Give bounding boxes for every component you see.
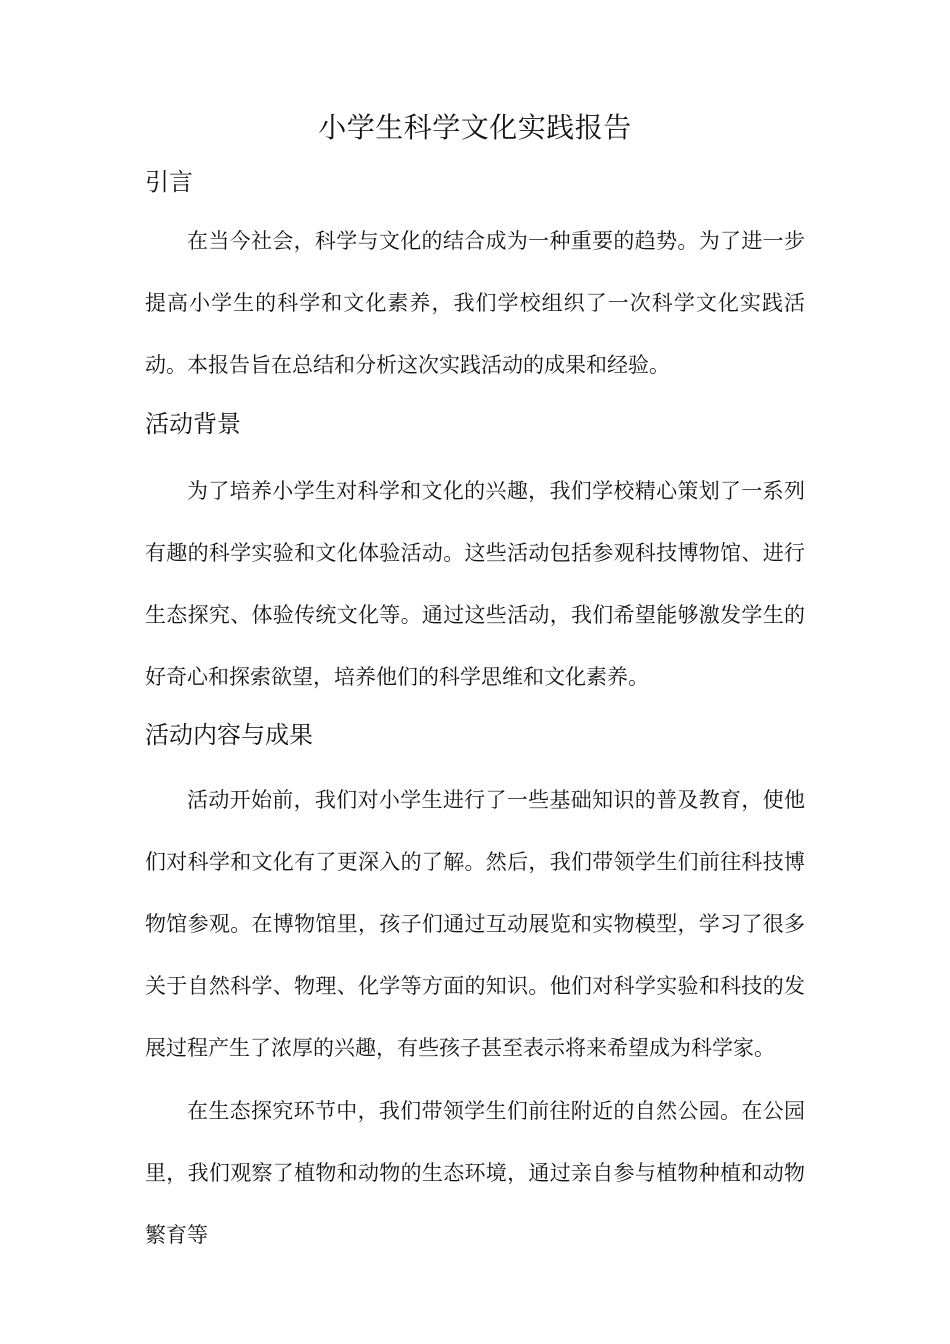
document-title: 小学生科学文化实践报告 (318, 111, 632, 144)
section-heading-content-results: 活动内容与成果 (145, 721, 313, 749)
paragraph-content-2: 在生态探究环节中，我们带领学生们前往附近的自然公园。在公园里，我们观察了植物和动物的生态环境，通过亲自参与植物种植和动物繁育等 (145, 1099, 805, 1247)
paragraph-background: 为了培养小学生对科学和文化的兴趣，我们学校精心策划了一系列有趣的科学实验和文化体验活动。这些活动包括参观科技博物馆、进行生态探究、体验传统文化等。通过这些活动，我们希望能够激发学生的好奇心和探索欲望，培养他们的科学思维和文化素养。 (145, 479, 805, 689)
section-heading-background: 活动背景 (145, 410, 241, 438)
paragraph-content-1: 活动开始前，我们对小学生进行了一些基础知识的普及教育，使他们对科学和文化有了更深入的了解。然后，我们带领学生们前往科技博物馆参观。在博物馆里，孩子们通过互动展览和实物模型，学习了很多关于自然科学、物理、化学等方面的知识。他们对科学实验和科技的发展过程产生了浓厚的兴趣，有些孩子甚至表示将来希望成为科学家。 (145, 788, 805, 1060)
paragraph-introduction: 在当今社会，科学与文化的结合成为一种重要的趋势。为了进一步提高小学生的科学和文化素养，我们学校组织了一次科学文化实践活动。本报告旨在总结和分析这次实践活动的成果和经验。 (145, 229, 805, 377)
section-heading-introduction: 引言 (145, 168, 193, 196)
